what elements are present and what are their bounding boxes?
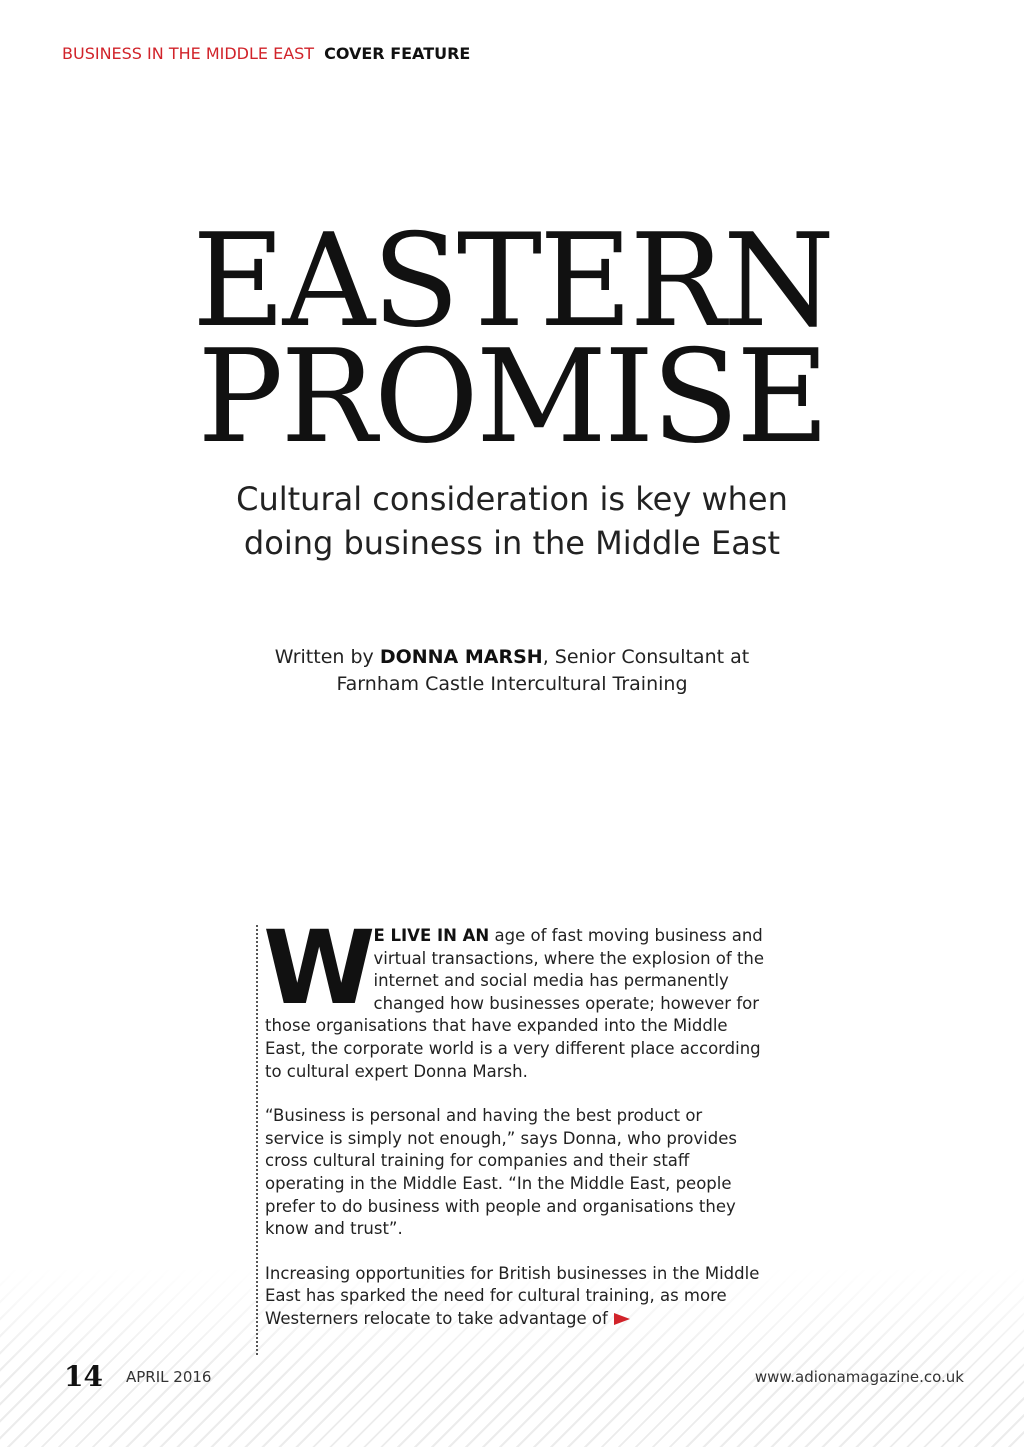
byline-line-1 xyxy=(0,644,1024,671)
standfirst xyxy=(0,477,1024,565)
byline xyxy=(0,644,1024,698)
drop-cap: W xyxy=(263,909,370,1028)
feature-label: COVER FEATURE xyxy=(324,44,471,63)
article-paragraph-1-text: age of fast moving business and virtual transactions, where the explosion of the internet and social media has permanently changed how businesses operate; however for those organisations that have expanded into the Middle East, the corporate world is a very different place according to cultural expert Donna Marsh. xyxy=(265,926,765,1081)
issue-date: APRIL 2016 xyxy=(126,1368,212,1386)
standfirst-line-1: Cultural consideration is key when xyxy=(236,480,788,518)
byline-prefix: Written by xyxy=(274,646,380,668)
section-header xyxy=(62,44,470,63)
article-paragraph-3 xyxy=(265,1263,765,1331)
article-paragraph-2: “Business is personal and having the best product or service is simply not enough,” says Donna, who provides cross cultural training for companies and their staff operating in the Middle East. “In the Middle East, people prefer to do business with people and organisations they know and trust”. xyxy=(265,1106,737,1239)
article-lead-in: E LIVE IN AN xyxy=(373,926,490,945)
website-url: www.adionamagazine.co.uk xyxy=(754,1368,964,1386)
section-label: BUSINESS IN THE MIDDLE EAST xyxy=(62,44,315,63)
headline xyxy=(0,207,1024,472)
article-body xyxy=(256,909,765,1355)
byline-line-2: Farnham Castle Intercultural Training xyxy=(336,673,688,695)
standfirst-line-2: doing business in the Middle East xyxy=(243,524,781,562)
byline-author: DONNA MARSH xyxy=(379,646,543,668)
page-number: 14 xyxy=(64,1360,103,1393)
article-paragraph-3-text: Increasing opportunities for British businesses in the Middle East has sparked the need for cultural training, as more Westerners relocate to take advantage of xyxy=(265,1263,760,1328)
byline-role: , Senior Consultant at xyxy=(542,646,750,668)
headline-line-1: EASTERN xyxy=(192,207,832,356)
continue-arrow-icon xyxy=(614,1313,630,1325)
headline-line-2: PROMISE xyxy=(197,323,827,472)
article-paragraph-1 xyxy=(263,909,765,1083)
